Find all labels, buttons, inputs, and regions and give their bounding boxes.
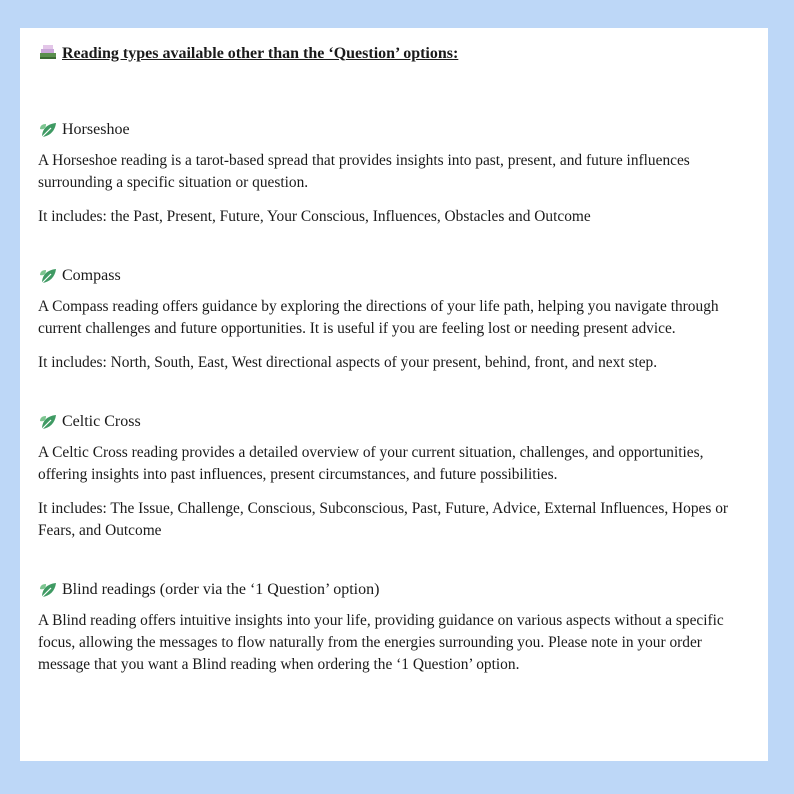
leaf-icon [38, 580, 58, 600]
content-card [20, 28, 768, 761]
book-stack-icon [38, 42, 58, 65]
page-heading [38, 42, 750, 65]
section-includes: It includes: the Past, Present, Future, Your Conscious, Influences, Obstacles and Outcome [38, 208, 591, 225]
section-includes: It includes: North, South, East, West directional aspects of your present, behind, front, and next step. [38, 354, 658, 371]
section-title [38, 120, 750, 140]
leaf-icon [38, 266, 58, 286]
leaf-icon [38, 120, 58, 140]
section-celtic-cross [38, 412, 750, 542]
section-includes: It includes: The Issue, Challenge, Conscious, Subconscious, Past, Future, Advice, External Influences, Hopes or Fears, and Outcome [38, 500, 729, 539]
section-horseshoe [38, 120, 750, 228]
section-compass [38, 266, 750, 374]
section-title [38, 580, 750, 600]
section-description: A Celtic Cross reading provides a detailed overview of your current situation, challenges, and opportunities, offering insights into past influences, present circumstances, and future possibilities. [38, 444, 704, 483]
section-title [38, 266, 750, 286]
section-title-text: Celtic Cross [62, 413, 141, 430]
section-title [38, 412, 750, 432]
section-title-text: Horseshoe [62, 121, 130, 138]
section-description: A Blind reading offers intuitive insights into your life, providing guidance on various aspects without a specific focus, allowing the messages to flow naturally from the energies surrounding you. Please note in your order message that you want a Blind reading when ordering the ‘1 Question’ option. [38, 612, 724, 673]
leaf-icon [38, 412, 58, 432]
heading-text: Reading types available other than the ‘Question’ options: [62, 44, 459, 62]
section-title-text: Compass [62, 267, 121, 284]
section-description: A Compass reading offers guidance by exploring the directions of your life path, helping you navigate through current challenges and future opportunities. It is useful if you are feeling lost or needing present advice. [38, 298, 719, 337]
section-blind-readings [38, 580, 750, 676]
section-title-text: Blind readings (order via the ‘1 Question’ option) [62, 581, 380, 598]
section-description: A Horseshoe reading is a tarot-based spread that provides insights into past, present, and future influences surrounding a specific situation or question. [38, 152, 690, 191]
